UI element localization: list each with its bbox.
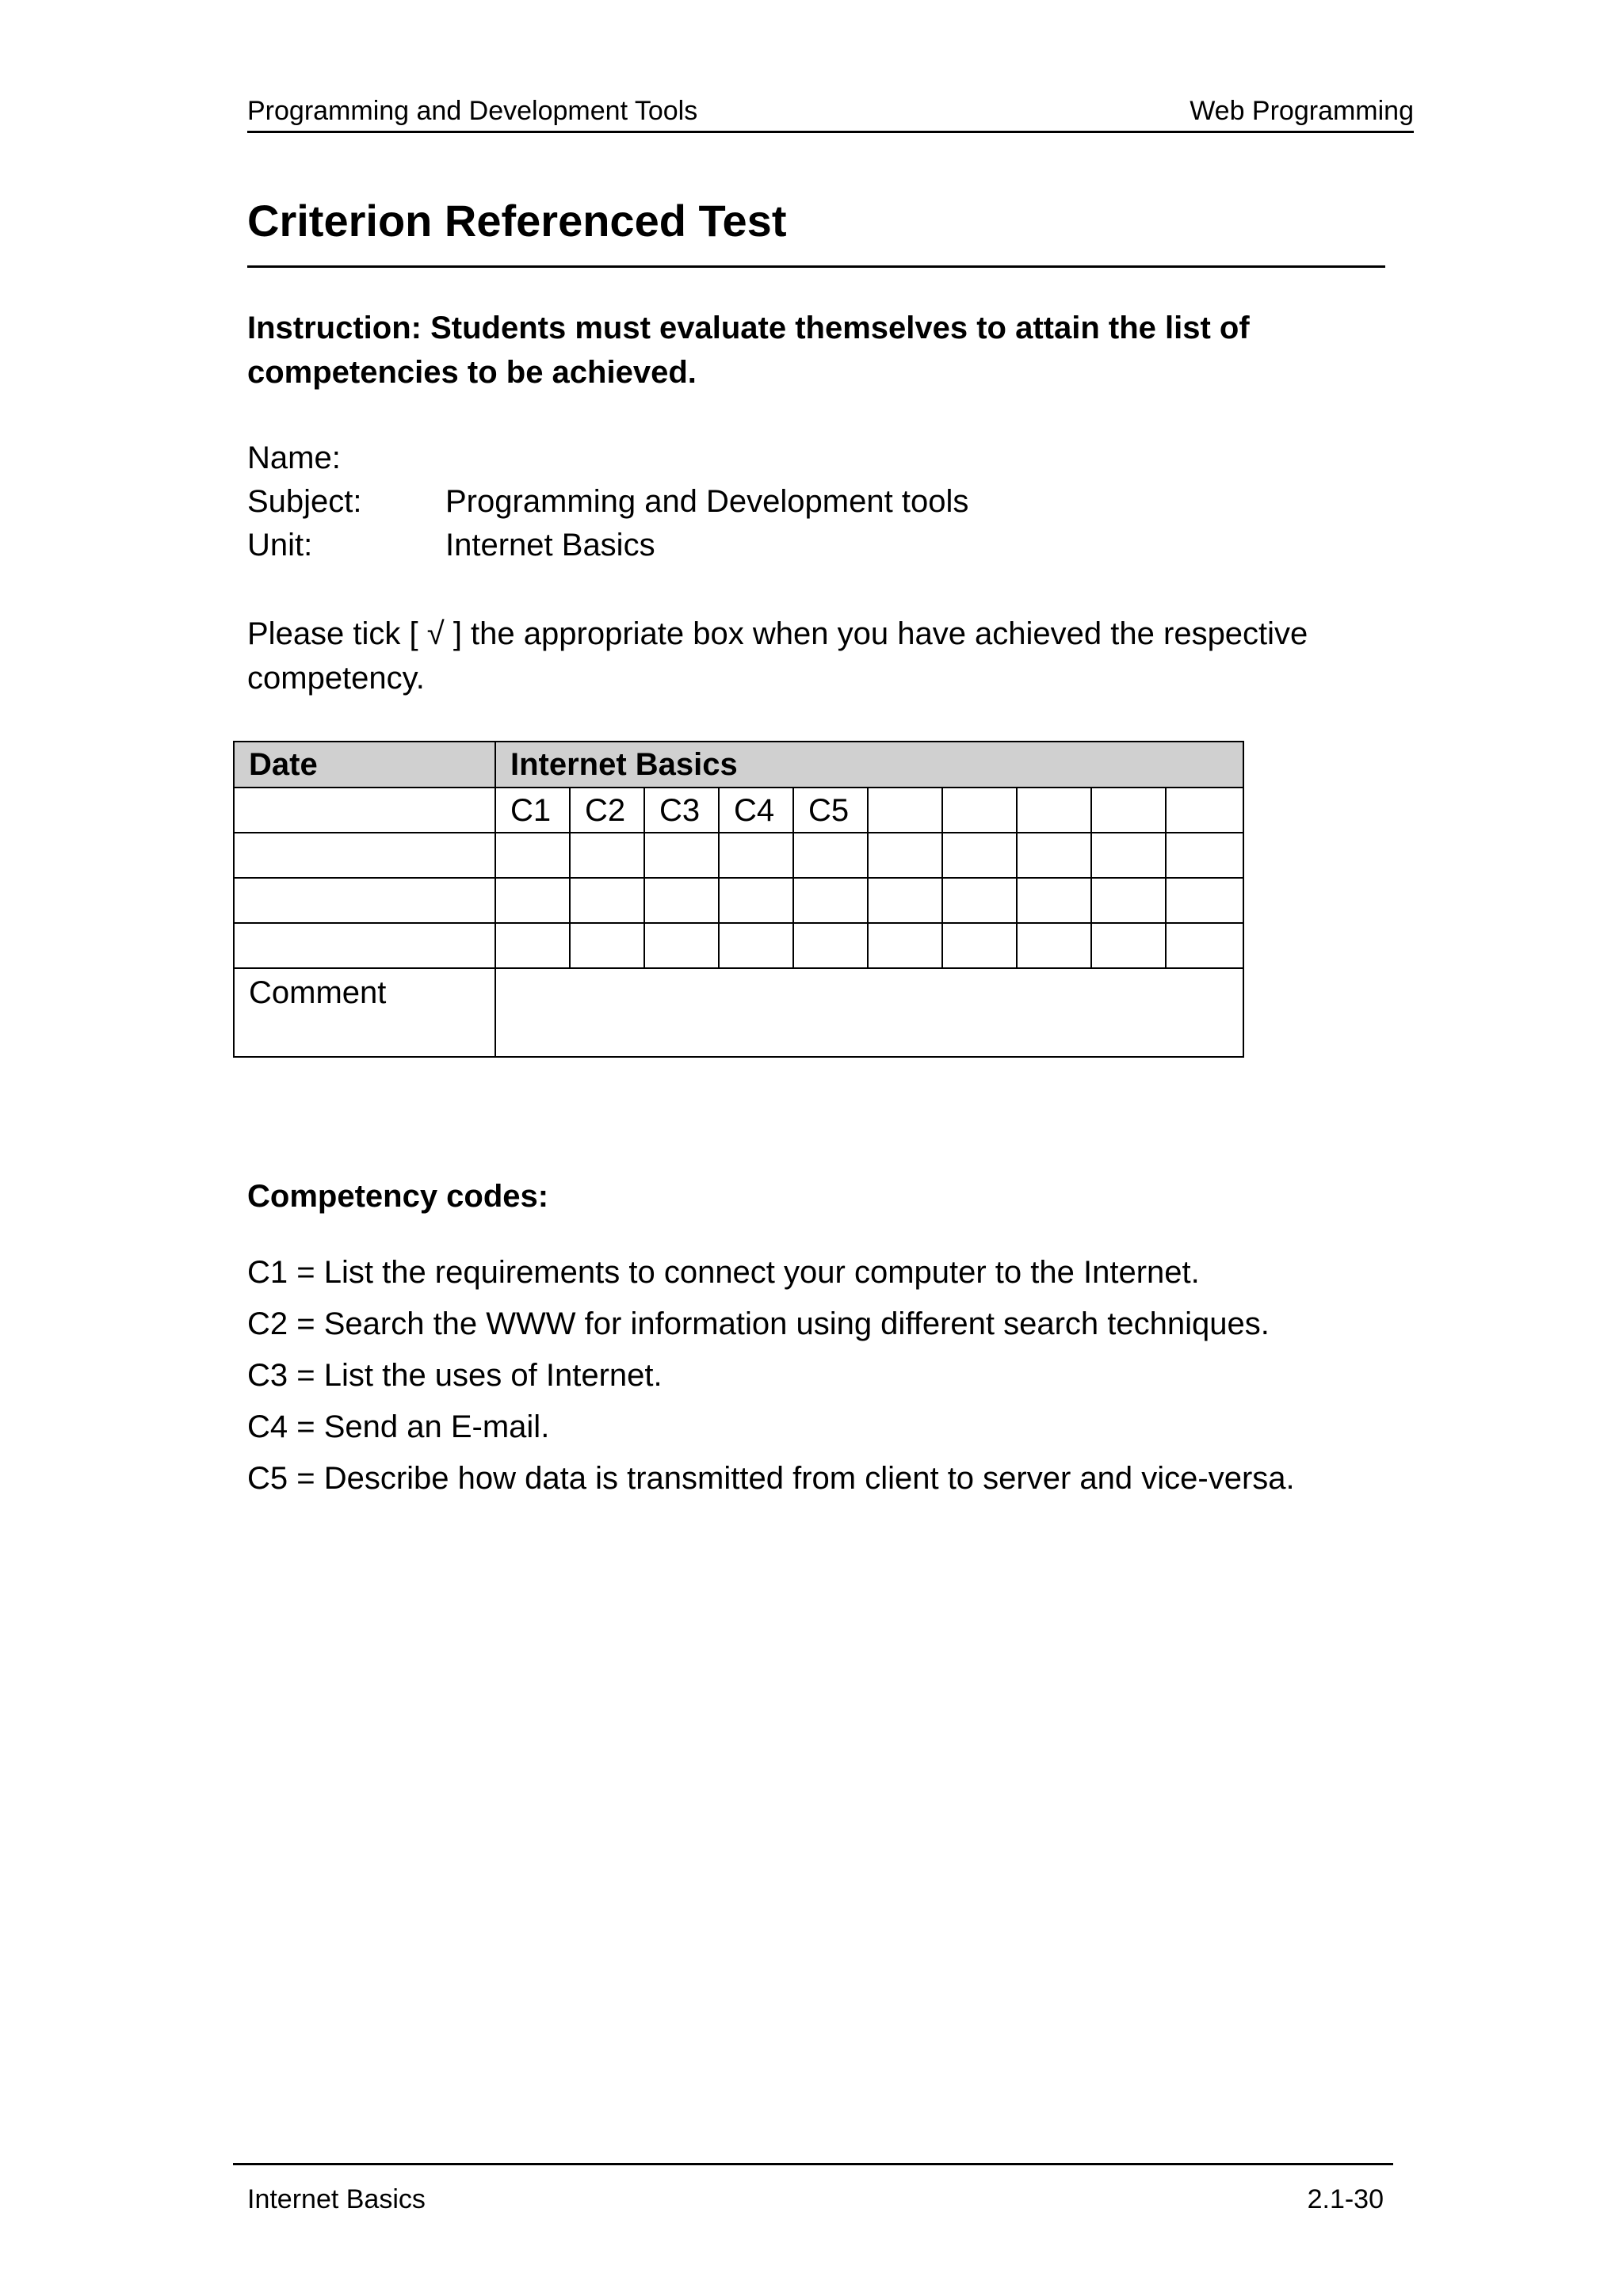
tick-box[interactable]	[570, 833, 644, 878]
unit-label: Unit:	[247, 528, 313, 563]
tick-box[interactable]	[1017, 878, 1091, 923]
subject-label: Subject:	[247, 484, 362, 519]
tick-box[interactable]	[868, 923, 942, 968]
tick-box[interactable]	[942, 923, 1017, 968]
code-cell	[1017, 788, 1091, 833]
code-cell	[868, 788, 942, 833]
tick-box[interactable]	[719, 923, 793, 968]
name-label: Name:	[247, 441, 341, 475]
tick-box[interactable]	[570, 878, 644, 923]
subject-value: Programming and Development tools	[445, 484, 969, 519]
assessment-table	[233, 741, 1244, 1058]
code-cell: C4	[719, 788, 793, 833]
tick-box[interactable]	[719, 878, 793, 923]
comment-row	[234, 968, 1243, 1057]
running-header-right: Web Programming	[1190, 96, 1414, 126]
tick-box[interactable]	[793, 923, 868, 968]
comment-field[interactable]	[495, 968, 1243, 1057]
date-cell[interactable]	[234, 788, 495, 833]
code-cell: C5	[793, 788, 868, 833]
tick-box[interactable]	[495, 878, 570, 923]
tick-box[interactable]	[942, 878, 1017, 923]
tick-box[interactable]	[495, 833, 570, 878]
tick-box[interactable]	[644, 878, 719, 923]
tick-box[interactable]	[942, 833, 1017, 878]
title-divider	[247, 265, 1385, 268]
competency-item: C5 = Describe how data is transmitted from client to server and vice-versa.	[247, 1461, 1295, 1496]
code-cell	[1091, 788, 1166, 833]
tick-box[interactable]	[793, 878, 868, 923]
date-cell[interactable]	[234, 833, 495, 878]
page-title: Criterion Referenced Test	[247, 196, 787, 246]
tick-box[interactable]	[868, 833, 942, 878]
comment-label: Comment	[234, 968, 495, 1057]
tick-box[interactable]	[1091, 878, 1166, 923]
code-cell	[942, 788, 1017, 833]
tick-box[interactable]	[868, 878, 942, 923]
footer-divider	[233, 2163, 1393, 2165]
competency-item: C1 = List the requirements to connect your computer to the Internet.	[247, 1255, 1200, 1290]
code-cell: C1	[495, 788, 570, 833]
unit-value: Internet Basics	[445, 528, 655, 563]
table-row	[234, 878, 1243, 923]
tick-instruction: Please tick [ √ ] the appropriate box when you have achieved the respective competency.	[247, 616, 1308, 696]
tick-box[interactable]	[719, 833, 793, 878]
footer-left: Internet Basics	[247, 2184, 426, 2214]
tick-box[interactable]	[644, 833, 719, 878]
date-header: Date	[234, 742, 495, 788]
tick-box[interactable]	[1166, 878, 1243, 923]
tick-box[interactable]	[1166, 923, 1243, 968]
tick-box[interactable]	[495, 923, 570, 968]
header-divider	[247, 131, 1414, 133]
competency-item: C2 = Search the WWW for information using different search techniques.	[247, 1306, 1270, 1341]
codes-row	[234, 788, 1243, 833]
date-cell[interactable]	[234, 923, 495, 968]
code-cell: C3	[644, 788, 719, 833]
competency-heading: Competency codes:	[247, 1179, 549, 1214]
tick-box[interactable]	[1017, 833, 1091, 878]
tick-box[interactable]	[793, 833, 868, 878]
tick-box[interactable]	[1166, 833, 1243, 878]
tick-box[interactable]	[1017, 923, 1091, 968]
code-cell: C2	[570, 788, 644, 833]
table-header-row	[234, 742, 1243, 788]
date-cell[interactable]	[234, 878, 495, 923]
tick-box[interactable]	[1091, 833, 1166, 878]
table-row	[234, 923, 1243, 968]
instruction-text: Instruction: Students must evaluate themselves to attain the list of competencies to be achieved.	[247, 311, 1250, 390]
competency-item: C3 = List the uses of Internet.	[247, 1358, 663, 1393]
code-cell	[1166, 788, 1243, 833]
page-number: 2.1-30	[1307, 2184, 1384, 2214]
running-header-left: Programming and Development Tools	[247, 96, 698, 126]
table-row	[234, 833, 1243, 878]
tick-box[interactable]	[570, 923, 644, 968]
competency-item: C4 = Send an E-mail.	[247, 1409, 550, 1444]
group-header: Internet Basics	[495, 742, 1243, 788]
tick-box[interactable]	[644, 923, 719, 968]
tick-box[interactable]	[1091, 923, 1166, 968]
